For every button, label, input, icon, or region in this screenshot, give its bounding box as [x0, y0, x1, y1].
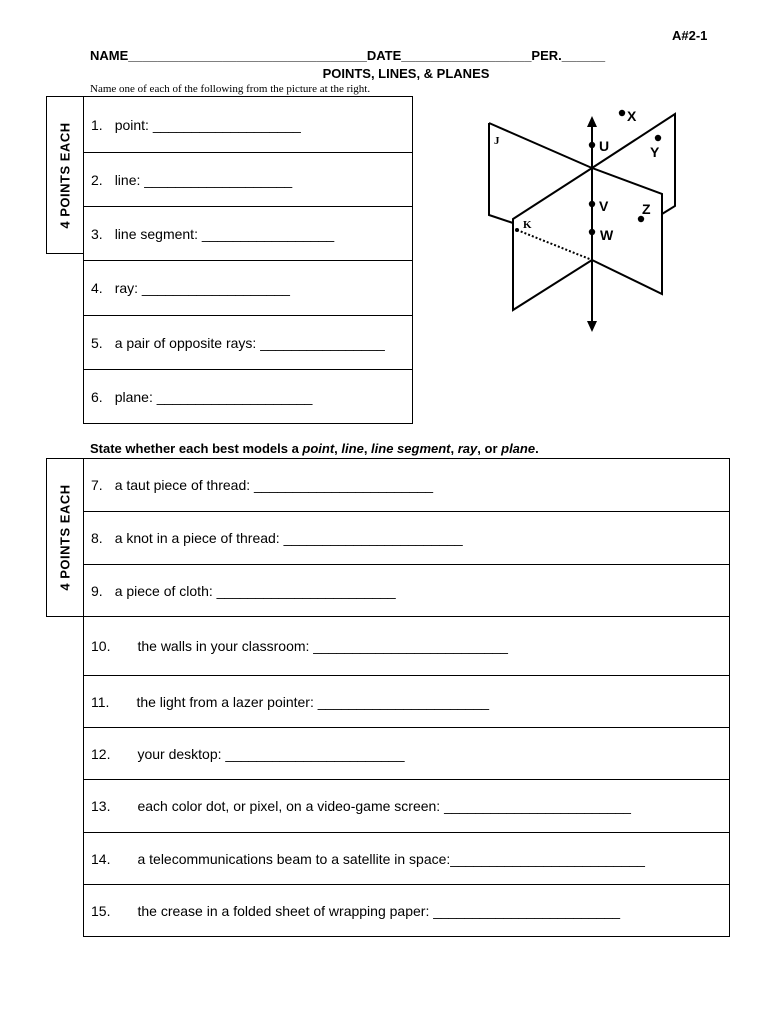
question-row-4[interactable]: 4. ray: ___________________ [83, 261, 413, 316]
assignment-code: A#2-1 [672, 28, 708, 43]
part-1-table [83, 96, 413, 405]
question-row-14[interactable]: 14. a telecommunications beam to a satellite in space:_________________________ [83, 833, 730, 885]
points-label-part-2: 4 POINTS EACH [46, 458, 84, 617]
question-row-7[interactable]: 7. a taut piece of thread: _______________________ [83, 459, 730, 512]
hidden-intersection [517, 230, 592, 260]
page-title: POINTS, LINES, & PLANES [322, 66, 490, 81]
label-j: J [494, 135, 500, 147]
question-row-3[interactable]: 3. line segment: _________________ [83, 207, 413, 261]
plane-j-top-edge [489, 123, 592, 168]
label-y: Y [650, 144, 660, 160]
label-k: K [523, 219, 532, 231]
point-x [619, 110, 625, 116]
arrow-down-icon [587, 321, 597, 332]
question-row-6[interactable]: 6. plane: ____________________ [83, 370, 413, 424]
part-2-table [83, 458, 730, 919]
planes-figure [480, 100, 700, 340]
point-w [589, 229, 595, 235]
plane-k [513, 168, 662, 310]
plane-j-left-edge [489, 123, 513, 223]
question-row-12[interactable]: 12. your desktop: _______________________ [83, 728, 730, 780]
label-z: Z [642, 201, 651, 217]
point-k-dot [515, 228, 519, 232]
name-date-period-line[interactable]: NAME_________________________________DATE__________________PER.______ [90, 48, 606, 63]
question-row-15[interactable]: 15. the crease in a folded sheet of wrapping paper: ________________________ [83, 885, 730, 937]
question-row-8[interactable]: 8. a knot in a piece of thread: _______________________ [83, 512, 730, 565]
arrow-up-icon [587, 116, 597, 127]
question-row-2[interactable]: 2. line: ___________________ [83, 153, 413, 207]
question-row-11[interactable]: 11. the light from a lazer pointer: ______________________ [83, 676, 730, 728]
question-row-9[interactable]: 9. a piece of cloth: _______________________ [83, 565, 730, 617]
question-row-10[interactable]: 10. the walls in your classroom: _________________________ [83, 617, 730, 676]
instructions-part-2: State whether each best models a point, line, line segment, ray, or plane. [90, 441, 539, 456]
label-x: X [627, 108, 637, 124]
label-v: V [599, 198, 609, 214]
question-row-5[interactable]: 5. a pair of opposite rays: ________________ [83, 316, 413, 370]
point-v [589, 201, 595, 207]
instructions-part-1: Name one of each of the following from the picture at the right. [90, 83, 371, 95]
label-u: U [599, 138, 610, 154]
point-y [655, 135, 661, 141]
points-label-part-1: 4 POINTS EACH [46, 96, 84, 254]
question-row-1[interactable]: 1. point: ___________________ [83, 97, 413, 153]
point-u [589, 142, 595, 148]
label-w: W [600, 227, 614, 243]
question-row-13[interactable]: 13. each color dot, or pixel, on a video-game screen: ________________________ [83, 780, 730, 833]
